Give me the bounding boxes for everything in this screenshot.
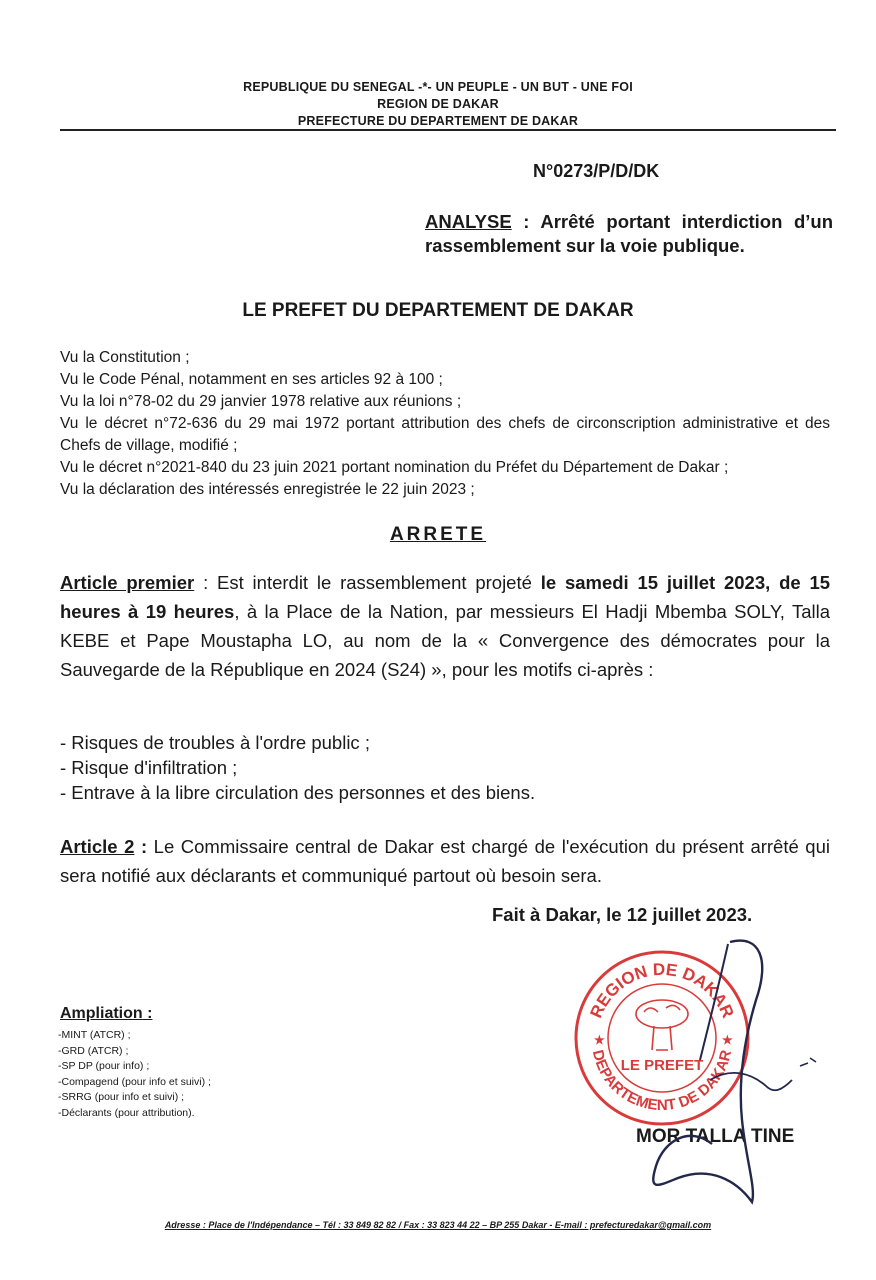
visa-item: Vu la déclaration des intéressés enregistrée le 22 juin 2023 ;	[60, 481, 475, 498]
ampliation-block	[60, 1005, 152, 1023]
analyse-block	[425, 210, 833, 258]
header-region: REGION DE DAKAR	[377, 97, 499, 111]
article-premier-text-a: Est interdit le rassemblement projeté	[217, 572, 532, 593]
stamp-star-icon: ★	[594, 1033, 605, 1047]
prefet-title: LE PREFET DU DEPARTEMENT DE DAKAR	[242, 300, 634, 321]
signature-tick-marks	[800, 1058, 816, 1066]
handwritten-signature	[560, 930, 820, 1210]
stamp-bottom-text: DEPARTEMENT DE DAKAR	[588, 1048, 736, 1115]
fait-a-dakar: Fait à Dakar, le 12 juillet 2023.	[492, 904, 753, 925]
ampliation-item: -SRRG (pour info et suivi) ;	[58, 1091, 185, 1103]
ampliation-item: -MINT (ATCR) ;	[58, 1029, 131, 1041]
footer-address: Adresse : Place de l'Indépendance – Tél : 33 849 82 82 / Fax : 33 823 44 22 – BP 255 Dakar - E-mail : prefecturedakar@gmail.com	[164, 1220, 712, 1230]
arrete-heading: ARRETE	[389, 524, 487, 545]
article-colon: :	[140, 836, 154, 857]
signature-stroke-secondary	[700, 944, 728, 1060]
article-colon: :	[203, 572, 218, 593]
stamp-center-text: LE PREFET	[620, 1057, 704, 1074]
ampliation-item: -GRD (ATCR) ;	[58, 1044, 129, 1057]
motif-item: - Risque d'infiltration ;	[60, 757, 238, 778]
visas-list	[60, 347, 830, 501]
visa-item: Vu le décret n°72-636 du 29 mai 1972 portant attribution des chefs de circonscription administrative et des Chefs de village, modifié ;	[60, 415, 830, 454]
signature-stroke-main	[653, 941, 762, 1202]
stamp-top-text: REGION DE DAKAR	[586, 959, 738, 1021]
motif-item: - Entrave à la libre circulation des personnes et des biens.	[60, 782, 536, 803]
reference-number: N°0273/P/D/DK	[533, 161, 660, 181]
stamp-star-icon: ★	[722, 1033, 733, 1047]
motifs-list	[60, 730, 535, 805]
arrete-heading-block	[0, 524, 876, 546]
ampliation-colon: :	[142, 1005, 153, 1022]
ampliation-title: Ampliation	[60, 1005, 143, 1022]
signatory-name: MOR TALLA TINE	[636, 1126, 795, 1147]
header-republic: REPUBLIQUE DU SENEGAL -*- UN PEUPLE - UN BUT - UNE FOI	[243, 80, 633, 94]
article-premier-text-b: , à la Place de la Nation, par messieurs El Hadji Mbemba SOLY, Talla KEBE et Pape Moustapha LO, au nom de la « Convergence des démocrates pour la Sauvegarde de la République en 2024 (S24) », pour les motifs ci-après :	[60, 601, 831, 680]
ampliation-list	[58, 1028, 211, 1121]
ampliation-item: -SP DP (pour info) ;	[58, 1060, 150, 1072]
ampliation-item: -Déclarants (pour attribution).	[58, 1106, 195, 1119]
article-premier-label: Article premier	[60, 572, 195, 593]
analyse-label: ANALYSE	[425, 211, 512, 232]
analyse-text: Arrêté portant interdiction d’un rassemblement sur la voie publique.	[425, 211, 834, 256]
article-premier	[60, 568, 830, 684]
signature-flourish	[710, 1073, 792, 1090]
article-2-label: Article 2	[60, 836, 135, 857]
visa-item: Vu le Code Pénal, notamment en ses articles 92 à 100 ;	[60, 371, 443, 388]
ampliation-item: -Compagend (pour info et suivi) ;	[58, 1075, 211, 1088]
header-divider	[60, 129, 836, 131]
motif-item: - Risques de troubles à l'ordre public ;	[60, 732, 370, 753]
visa-item: Vu la Constitution ;	[60, 349, 190, 366]
header-prefecture: PREFECTURE DU DEPARTEMENT DE DAKAR	[297, 114, 579, 128]
article-2-text: Le Commissaire central de Dakar est chargé de l'exécution du présent arrêté qui sera notifié aux déclarants et communiqué partout où besoin sera.	[60, 836, 830, 886]
visa-item: Vu le décret n°2021-840 du 23 juin 2021 portant nomination du Préfet du Département de Dakar ;	[60, 459, 729, 476]
article-premier-date: le samedi 15 juillet 2023, de 15 heures à 19 heures	[60, 572, 831, 622]
article-2	[60, 832, 830, 890]
visa-item: Vu la loi n°78-02 du 29 janvier 1978 relative aux réunions ;	[60, 393, 462, 410]
analyse-colon: :	[523, 211, 541, 232]
